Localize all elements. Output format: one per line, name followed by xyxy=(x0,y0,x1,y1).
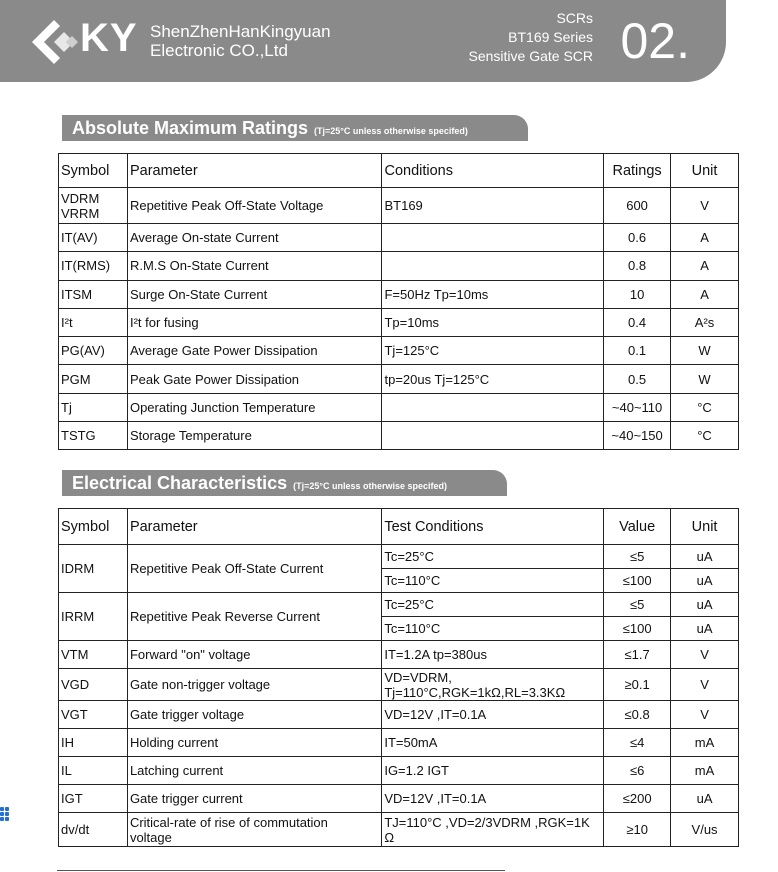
conditions-cell: IT=1.2A tp=380us xyxy=(382,641,604,669)
value-cell: ≤0.8 xyxy=(604,701,671,729)
symbol-cell: VGD xyxy=(59,669,128,701)
table-row xyxy=(59,280,739,308)
rating-cell: 0.5 xyxy=(604,365,671,393)
rating-cell: ~40~110 xyxy=(604,393,671,421)
table-row xyxy=(59,422,739,450)
ec-header-conditions: Test Conditions xyxy=(382,509,604,545)
ec-header-value: Value xyxy=(604,509,671,545)
series-line-1: SCRs xyxy=(556,10,593,26)
unit-cell: uA xyxy=(671,617,739,641)
ec-header-parameter: Parameter xyxy=(127,509,381,545)
amr-header-ratings: Ratings xyxy=(604,154,671,188)
conditions-cell: VD=12V ,IT=0.1A xyxy=(382,785,604,813)
unit-cell: V xyxy=(671,669,739,701)
conditions-cell: BT169 xyxy=(382,188,604,224)
series-line-3: Sensitive Gate SCR xyxy=(468,48,593,64)
symbol-cell: ITSM xyxy=(59,280,128,308)
unit-cell: uA xyxy=(671,785,739,813)
unit-cell: mA xyxy=(671,757,739,785)
parameter-cell: Gate non-trigger voltage xyxy=(127,669,381,701)
conditions-cell: tp=20us Tj=125°C xyxy=(382,365,604,393)
conditions-cell: Tc=25°C xyxy=(382,593,604,617)
table-row xyxy=(59,729,739,757)
unit-cell: A xyxy=(671,224,739,252)
unit-cell: uA xyxy=(671,593,739,617)
amr-header-row xyxy=(59,154,739,188)
table-row xyxy=(59,224,739,252)
ec-title: Electrical Characteristics xyxy=(72,473,288,493)
table-row xyxy=(59,785,739,813)
table-row xyxy=(59,337,739,365)
conditions-cell: IT=50mA xyxy=(382,729,604,757)
table-row xyxy=(59,593,739,617)
table-row xyxy=(59,669,739,701)
parameter-cell: Repetitive Peak Reverse Current xyxy=(127,593,381,641)
table-row xyxy=(59,188,739,224)
grid-widget-icon[interactable] xyxy=(0,805,10,823)
rating-cell: 0.1 xyxy=(604,337,671,365)
unit-cell: V/us xyxy=(671,813,739,847)
conditions-cell: Tc=110°C xyxy=(382,617,604,641)
symbol-cell: IRRM xyxy=(59,593,128,641)
conditions-cell: Tc=25°C xyxy=(382,545,604,569)
table-row xyxy=(59,365,739,393)
parameter-cell: Holding current xyxy=(127,729,381,757)
unit-cell: °C xyxy=(671,422,739,450)
parameter-cell: Gate trigger current xyxy=(127,785,381,813)
conditions-cell xyxy=(382,252,604,280)
conditions-cell: Tp=10ms xyxy=(382,308,604,336)
parameter-cell: Repetitive Peak Off-State Current xyxy=(127,545,381,593)
parameter-cell: Forward "on" voltage xyxy=(127,641,381,669)
symbol-cell: dv/dt xyxy=(59,813,128,847)
rating-cell: 0.4 xyxy=(604,308,671,336)
symbol-cell: IH xyxy=(59,729,128,757)
parameter-cell: Peak Gate Power Dissipation xyxy=(127,365,382,393)
conditions-line-2: Tj=110°C,RGK=1kΩ,RL=3.3KΩ xyxy=(384,684,566,700)
conditions-line-1: VD=VDRM, xyxy=(384,669,452,685)
ec-section-title xyxy=(62,470,507,496)
symbol-cell: PG(AV) xyxy=(59,337,128,365)
parameter-cell: Storage Temperature xyxy=(127,422,382,450)
symbol-cell: IT(AV) xyxy=(59,224,128,252)
unit-cell: V xyxy=(671,641,739,669)
conditions-cell xyxy=(382,422,604,450)
conditions-cell: F=50Hz Tp=10ms xyxy=(382,280,604,308)
ec-note: (Tj=25°C unless otherwise specifed) xyxy=(293,481,448,491)
table-row xyxy=(59,757,739,785)
series-line-2: BT169 Series xyxy=(508,29,593,45)
symbol-cell: I²t xyxy=(59,308,128,336)
value-cell: ≤5 xyxy=(604,545,671,569)
amr-section-title xyxy=(62,115,528,141)
page-number: 02. xyxy=(620,13,690,69)
unit-cell: A²s xyxy=(671,308,739,336)
conditions-cell xyxy=(382,393,604,421)
company-line-2: Electronic CO.,Ltd xyxy=(150,41,288,60)
conditions-line-1: TJ=110°C ,VD=2/3VDRM ,RGK=1K xyxy=(384,814,590,830)
unit-cell: A xyxy=(671,280,739,308)
parameter-cell: Latching current xyxy=(127,757,381,785)
table-row xyxy=(59,308,739,336)
symbol-cell: Tj xyxy=(59,393,128,421)
parameter-cell: R.M.S On-State Current xyxy=(127,252,382,280)
parameter-line-2: voltage xyxy=(129,829,172,845)
value-cell: ≥10 xyxy=(604,813,671,847)
unit-cell: W xyxy=(671,365,739,393)
amr-header-parameter: Parameter xyxy=(127,154,382,188)
amr-header-unit: Unit xyxy=(671,154,739,188)
value-cell: ≤100 xyxy=(604,617,671,641)
parameter-cell: Gate trigger voltage xyxy=(127,701,381,729)
conditions-cell: Tc=110°C xyxy=(382,569,604,593)
rating-cell: ~40~150 xyxy=(604,422,671,450)
amr-note: (Tj=25°C unless otherwise specifed) xyxy=(314,126,468,136)
ec-header-unit: Unit xyxy=(671,509,739,545)
table-row xyxy=(59,701,739,729)
ec-table xyxy=(58,508,739,847)
rating-cell: 10 xyxy=(604,280,671,308)
parameter-cell: Surge On-State Current xyxy=(127,280,382,308)
conditions-cell xyxy=(382,813,604,847)
symbol-cell: PGM xyxy=(59,365,128,393)
parameter-cell: Average On-state Current xyxy=(127,224,382,252)
unit-cell: uA xyxy=(671,545,739,569)
rating-cell: 0.6 xyxy=(604,224,671,252)
symbol-cell: VTM xyxy=(59,641,128,669)
header-banner xyxy=(0,0,726,82)
rating-cell: 0.8 xyxy=(604,252,671,280)
footer-divider xyxy=(57,870,505,871)
table-row xyxy=(59,545,739,569)
parameter-cell: Repetitive Peak Off-State Voltage xyxy=(127,188,382,224)
parameter-cell: Average Gate Power Dissipation xyxy=(127,337,382,365)
parameter-cell: I²t for fusing xyxy=(127,308,382,336)
parameter-line-1: Critical-rate of rise of commutation xyxy=(129,814,328,830)
logo-text: KY xyxy=(80,16,138,60)
symbol-cell: IGT xyxy=(59,785,128,813)
value-cell: ≤1.7 xyxy=(604,641,671,669)
parameter-cell: Operating Junction Temperature xyxy=(127,393,382,421)
symbol-cell: IDRM xyxy=(59,545,128,593)
value-cell: ≤4 xyxy=(604,729,671,757)
ec-header-symbol: Symbol xyxy=(59,509,128,545)
company-name xyxy=(150,22,331,60)
table-row xyxy=(59,813,739,847)
conditions-line-2: Ω xyxy=(384,829,395,845)
unit-cell: mA xyxy=(671,729,739,757)
company-line-1: ShenZhenHanKingyuan xyxy=(150,22,331,41)
unit-cell: V xyxy=(671,701,739,729)
conditions-cell: VD=12V ,IT=0.1A xyxy=(382,701,604,729)
conditions-cell xyxy=(382,669,604,701)
unit-cell: °C xyxy=(671,393,739,421)
ec-header-row xyxy=(59,509,739,545)
parameter-cell xyxy=(127,813,381,847)
table-row xyxy=(59,641,739,669)
value-cell: ≤200 xyxy=(604,785,671,813)
conditions-cell: IG=1.2 IGT xyxy=(382,757,604,785)
unit-cell: V xyxy=(671,188,739,224)
symbol-text: VDRM xyxy=(61,190,100,206)
series-info xyxy=(469,9,594,66)
table-row xyxy=(59,252,739,280)
amr-header-conditions: Conditions xyxy=(382,154,604,188)
value-cell: ≤5 xyxy=(604,593,671,617)
amr-title: Absolute Maximum Ratings xyxy=(72,118,309,138)
symbol-cell: IL xyxy=(59,757,128,785)
unit-cell: A xyxy=(671,252,739,280)
conditions-cell xyxy=(382,224,604,252)
value-cell: ≤6 xyxy=(604,757,671,785)
symbol-cell: IT(RMS) xyxy=(59,252,128,280)
value-cell: ≥0.1 xyxy=(604,669,671,701)
unit-cell: uA xyxy=(671,569,739,593)
logo-chevron-icon xyxy=(32,20,78,64)
unit-cell: W xyxy=(671,337,739,365)
symbol-cell: TSTG xyxy=(59,422,128,450)
rating-cell: 600 xyxy=(604,188,671,224)
symbol-cell xyxy=(59,188,128,224)
amr-header-symbol: Symbol xyxy=(59,154,128,188)
table-row xyxy=(59,393,739,421)
amr-table xyxy=(58,153,739,450)
conditions-cell: Tj=125°C xyxy=(382,337,604,365)
value-cell: ≤100 xyxy=(604,569,671,593)
symbol-cell: VGT xyxy=(59,701,128,729)
symbol-text-2: VRRM xyxy=(61,205,100,221)
